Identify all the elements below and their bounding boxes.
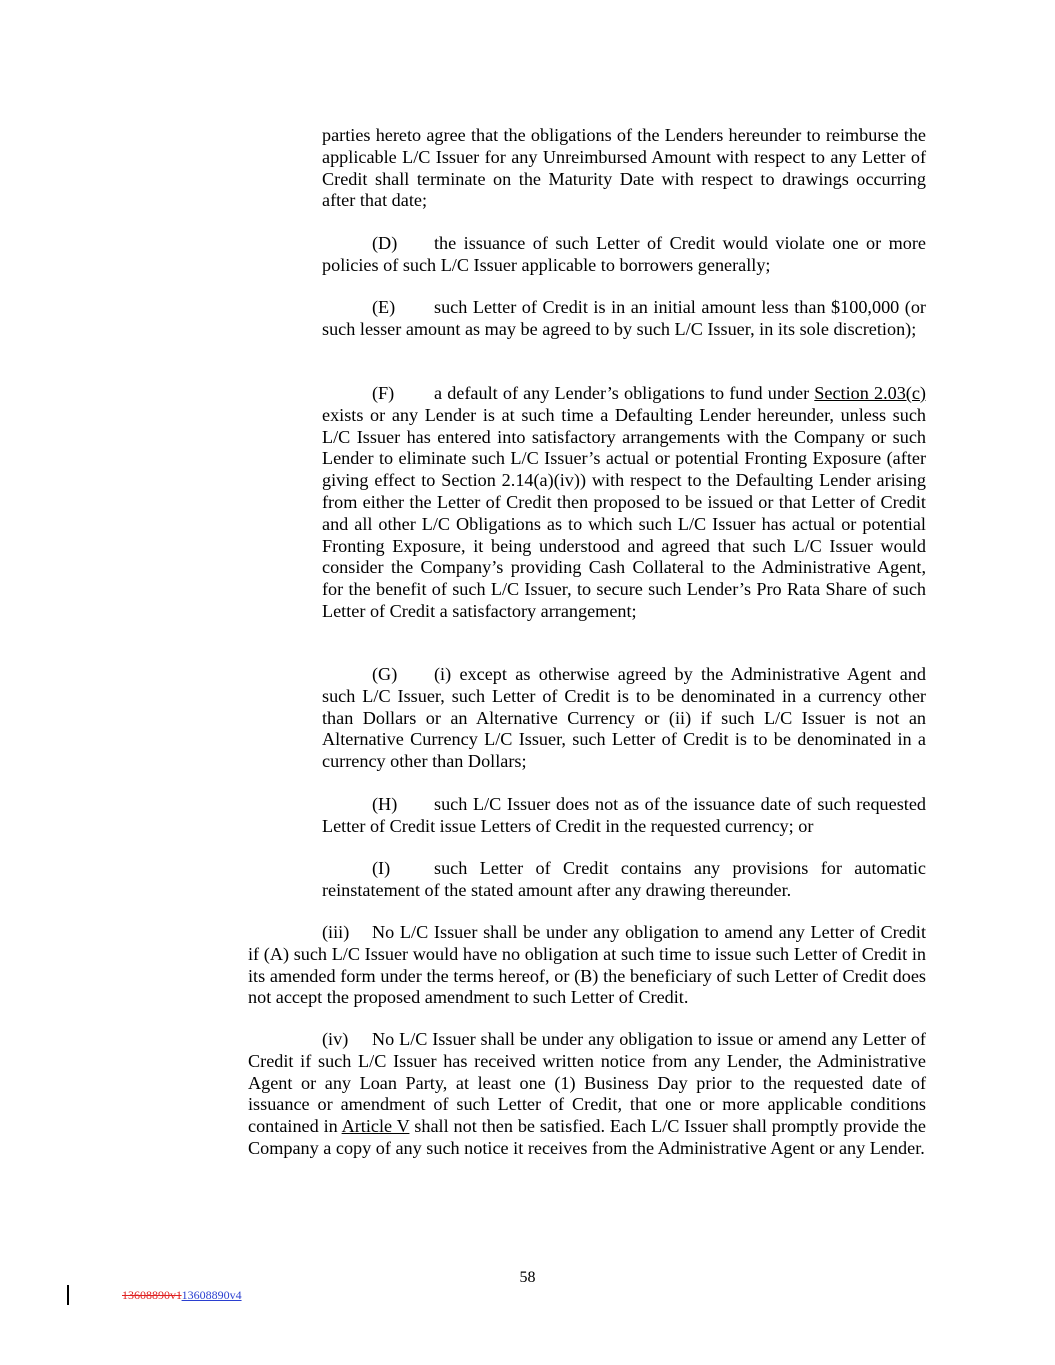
document-id-inserted: 13608890v4 — [181, 1288, 242, 1302]
article-v-reference[interactable]: Article V — [341, 1116, 410, 1137]
clause-i-label: (I) — [372, 858, 391, 878]
clause-e-label: (E) — [372, 297, 396, 317]
continuation-text: parties hereto agree that the obligations of the Lenders hereunder to reimburse the applicable L/C Issuer for any Unreimbursed Amount with respect to any Letter of Credit shall terminate on the Maturity Date with respect to drawings occurring after that date; — [322, 125, 926, 211]
clause-f-label: (F) — [372, 383, 395, 403]
clause-iv-text-before: No L/C Issuer shall be under any obligation to issue or amend any Letter of Credit if such L/C Issuer has received written notice from any Lender, the Administrative Agent or any Loan Party, at least one (1) Business Day prior to the requested date of issuance or amendment of such Letter of Credit, that one or more applicable conditions contained in — [248, 1029, 926, 1137]
clause-e — [322, 297, 926, 341]
clause-iv-text-after: shall not then be satisfied. Each L/C Issuer shall promptly provide the Company a copy of any such notice it receives from the Administrative Agent or any Lender. — [248, 1116, 926, 1158]
clause-d-text: the issuance of such Letter of Credit would violate one or more policies of such L/C Issuer applicable to borrowers generally; — [322, 233, 926, 275]
section-2-03c-reference[interactable]: Section 2.03(c) — [814, 383, 926, 403]
clause-d — [322, 233, 926, 277]
clause-f — [322, 383, 926, 623]
clause-i-text: such Letter of Credit contains any provisions for automatic reinstatement of the stated amount after any drawing thereunder. — [322, 858, 926, 900]
clause-h-text: such L/C Issuer does not as of the issuance date of such requested Letter of Credit issue Letters of Credit in the requested currency; or — [322, 794, 926, 836]
clause-d-label: (D) — [372, 233, 398, 253]
clause-iii-text: No L/C Issuer shall be under any obligation to amend any Letter of Credit if (A) such L/C Issuer would have no obligation at such time to issue such Letter of Credit in its amended form under the terms hereof, or (B) the beneficiary of such Letter of Credit does not accept the proposed amendment to such Letter of Credit. — [248, 922, 926, 1008]
clause-f-text-after: exists or any Lender is at such time a Defaulting Lender hereunder, unless such L/C Issuer has entered into satisfactory arrangements with the Company or such Lender to eliminate such L/C Issuer’s actual or potential Fronting Exposure (after giving effect to Section 2.14(a)(iv)) with respect to the Defaulting Lender arising from either the Letter of Credit then proposed to be issued or that Letter of Credit and all other L/C Obligations as to which such L/C Issuer has actual or potential Fronting Exposure, it being understood and agreed that such L/C Issuer would consider the Company’s providing Cash Collateral to the Administrative Agent, for the benefit of such L/C Issuer, to secure such Lender’s Pro Rata Share of such Letter of Credit a satisfactory arrangement; — [322, 404, 926, 621]
clause-h-label: (H) — [372, 794, 398, 814]
clause-iv-label: (iv) — [322, 1029, 349, 1049]
clause-i — [322, 858, 926, 902]
document-id — [122, 1288, 242, 1302]
change-bar — [67, 1285, 69, 1305]
page-number: 58 — [519, 1269, 536, 1286]
clause-g — [322, 664, 926, 773]
document-id-deleted: 13608890v1 — [122, 1288, 182, 1302]
clause-iv — [248, 1029, 926, 1160]
clause-iii — [248, 922, 926, 1009]
clause-h — [322, 794, 926, 838]
clause-e-text: such Letter of Credit is in an initial amount less than $100,000 (or such lesser amount as may be agreed to by such L/C Issuer, in its sole discretion); — [322, 297, 926, 339]
clause-g-label: (G) — [372, 664, 398, 684]
clause-f-text-before: a default of any Lender’s obligations to fund under — [434, 383, 815, 403]
clause-iii-label: (iii) — [322, 922, 350, 942]
clause-g-text: (i) except as otherwise agreed by the Administrative Agent and such L/C Issuer, such Letter of Credit is to be denominated in a currency other than Dollars or an Alternative Currency or (ii) if such L/C Issuer is not an Alternative Currency L/C Issuer, such Letter of Credit is to be denominated in a currency other than Dollars; — [322, 664, 926, 772]
continuation-paragraph — [322, 125, 926, 212]
